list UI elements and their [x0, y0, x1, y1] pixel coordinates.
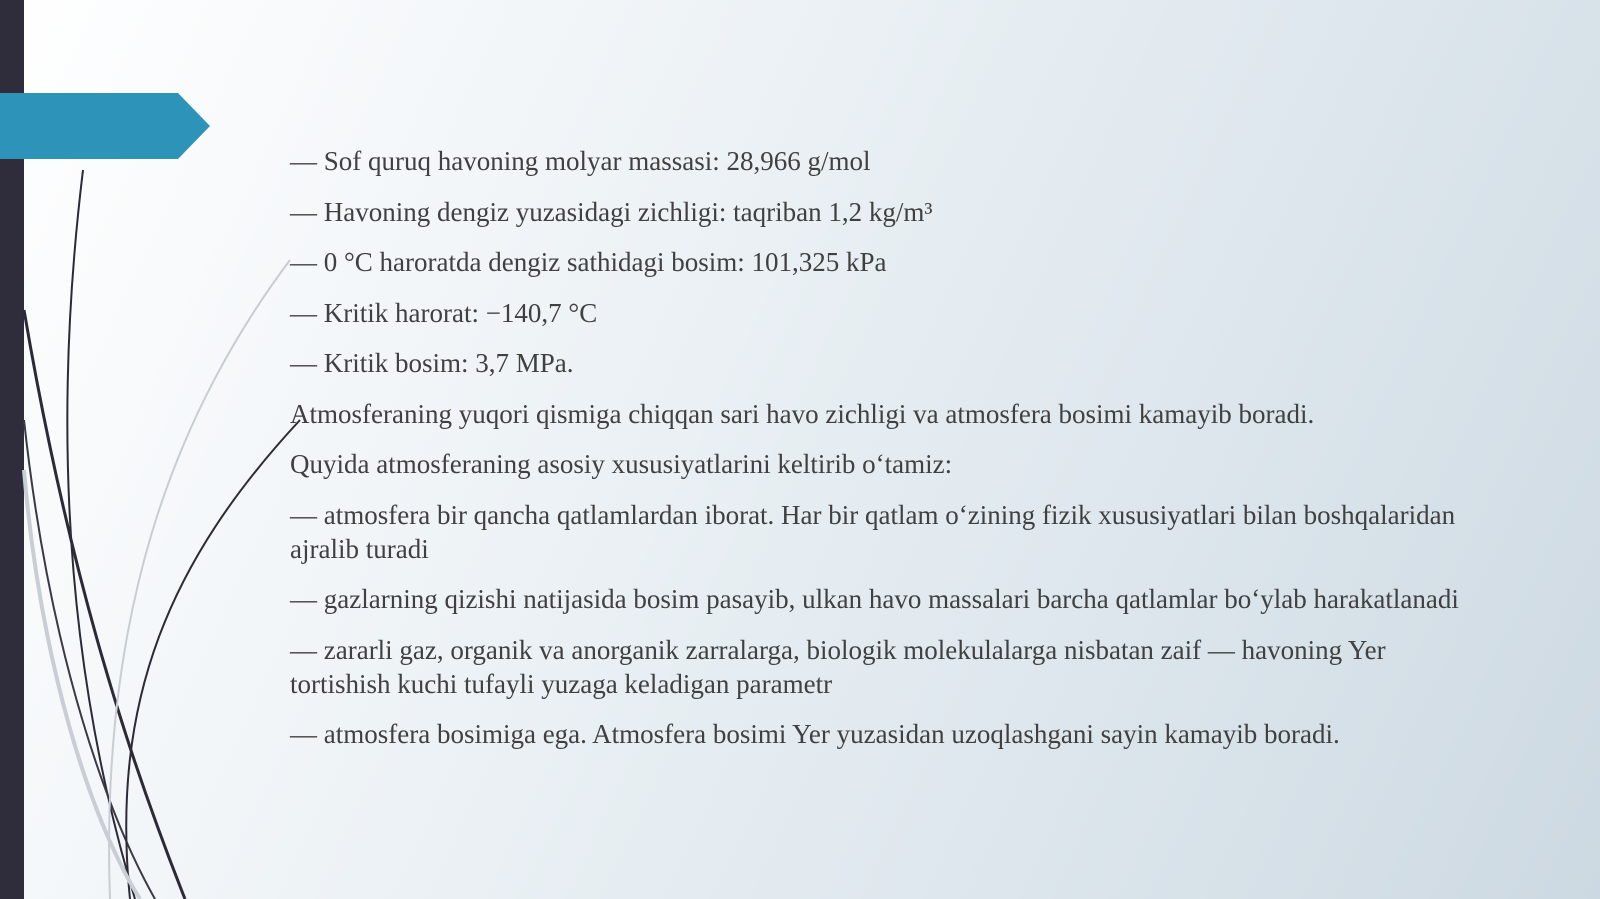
paragraph-upper-atmosphere: Atmosferaning yuqori qismiga chiqqan sari havo zichligi va atmosfera bosimi kamayib boradi.: [290, 398, 1315, 429]
property-layers: — atmosfera bir qancha qatlamlardan iborat. Har bir qatlam o‘zining fizik xususiyatlari bilan boshqalaridan ajralib turadi: [290, 499, 1456, 564]
property-heating: — gazlarning qizishi natijasida bosim pasayib, ulkan havo massalari barcha qatlamlar bo‘ylab harakatlanadi: [290, 584, 1459, 614]
fact-critical-temperature: — Kritik harorat: −140,7 °C: [290, 297, 598, 328]
property-pressure: — atmosfera bosimiga ega. Atmosfera bosimi Yer yuzasidan uzoqlashgani sayin kamayib boradi.: [290, 719, 1340, 749]
accent-arrow-tab: [0, 93, 210, 159]
fact-molar-mass: — Sof quruq havoning molyar massasi: 28,966 g/mol: [290, 146, 871, 176]
fact-density: — Havoning dengiz yuzasidagi zichligi: taqriban 1,2 kg/m³: [290, 196, 933, 227]
fact-critical-pressure: — Kritik bosim: 3,7 MPa.: [290, 348, 574, 378]
paragraph-properties-intro: Quyida atmosferaning asosiy xususiyatlarini keltirib o‘tamiz:: [290, 449, 953, 479]
fact-pressure: — 0 °C haroratda dengiz sathidagi bosim: 101,325 kPa: [290, 247, 887, 277]
slide-body: [290, 144, 1480, 768]
property-harmful-gas: — zararli gaz, organik va anorganik zarralarga, biologik molekulalarga nisbatan zaif — havoning Yer tortishish kuchi tufayli yuzaga keladigan parametr: [290, 634, 1386, 699]
